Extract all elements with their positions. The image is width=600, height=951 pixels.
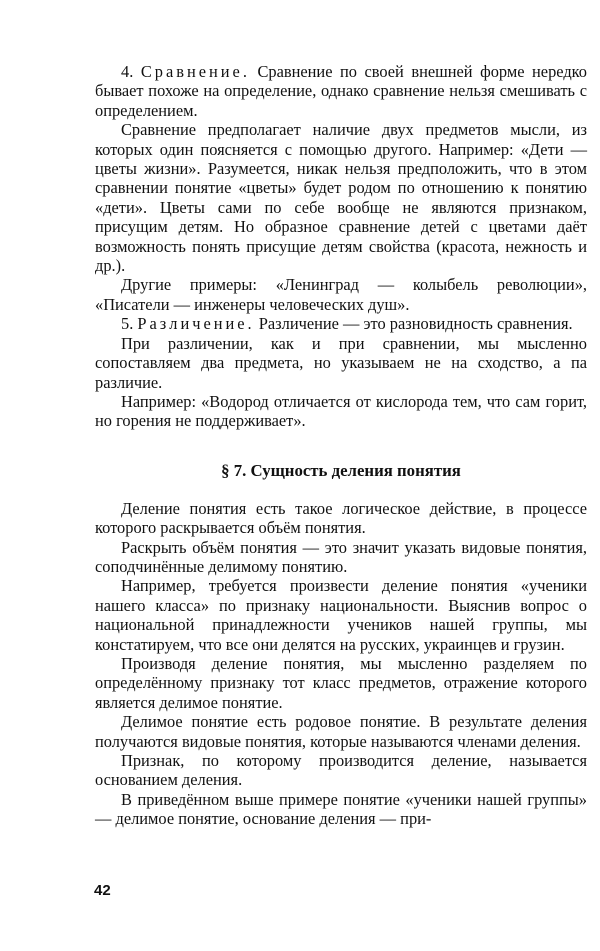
paragraph-division-example: Например, требуется произвести деление понятия «ученики нашего класса» по признаку национальности. Выяснив вопрос о национальной принадлежности учеников нашей группы, мы констатируем, что все они делятся на русских, украинцев и грузин. [95, 576, 587, 654]
paragraph-division-process: Производя деление понятия, мы мысленно разделяем по определённому признаку тот класс предметов, отражение которого является делимое понятие. [95, 653, 587, 712]
paragraph-text: Различение — это разновидность сравнения. [258, 314, 573, 334]
paragraph-distinction-example: Например: «Водород отличается от кислорода тем, что сам горит, но горения не поддерживает». [95, 391, 587, 431]
paragraph-division-definition: Деление понятия есть такое логическое действие, в процессе которого раскрывается объём понятия. [95, 498, 587, 538]
paragraph-division-example-analysis: В приведённом выше примере понятие «ученики нашей группы» — делимое понятие, основание деления — при- [95, 789, 587, 829]
paragraph-comparison-example: Сравнение предполагает наличие двух предметов мысли, из которых один поясняется с помощью другого. Например: «Дети — цветы жизни». Разумеется, никак нельзя предположить, что в этом сравнении понятие «цветы» будет родом по отношению к понятию «дети». Цветы сами по себе вообще не являются признаком, присущим детям. Но образное сравнение детей с цветами даёт возможность понять присущие детям свойства (красота, нежность и др.). [95, 120, 587, 276]
paragraph-text: Сравнение по своей внешней форме нередко бывает похоже на определение, однако сравнение нельзя смешивать с определением. [95, 62, 587, 120]
paragraph-division-basis: Признак, по которому производится деление, называется основанием деления. [95, 751, 587, 790]
item-number-comparison: 4. [121, 62, 134, 81]
item-number-distinction: 5. [121, 314, 134, 334]
paragraph-distinction-explanation: При различении, как и при сравнении, мы мысленно сопоставляем два предмета, но указываем не на сходство, а па различие. [95, 333, 587, 392]
paragraph-comparison-intro [95, 62, 587, 120]
page-body [95, 62, 587, 829]
paragraph-distinction-intro [95, 314, 587, 333]
paragraph-division-generic: Делимое понятие есть родовое понятие. В результате деления получаются видовые понятия, которые называются членами деления. [95, 712, 587, 751]
section-heading: § 7. Сущность деления понятия [221, 460, 461, 480]
paragraph-division-scope: Раскрыть объём понятия — это значит указать видовые понятия, соподчинённые делимому понятию. [95, 537, 587, 576]
term-distinction: Различение. [137, 314, 255, 334]
term-comparison: Сравнение. [140, 62, 250, 81]
page-number: 42 [94, 882, 111, 899]
paragraph-comparison-other-examples: Другие примеры: «Ленинград — колыбель революции», «Писатели — инженеры человеческих душ». [95, 275, 587, 314]
